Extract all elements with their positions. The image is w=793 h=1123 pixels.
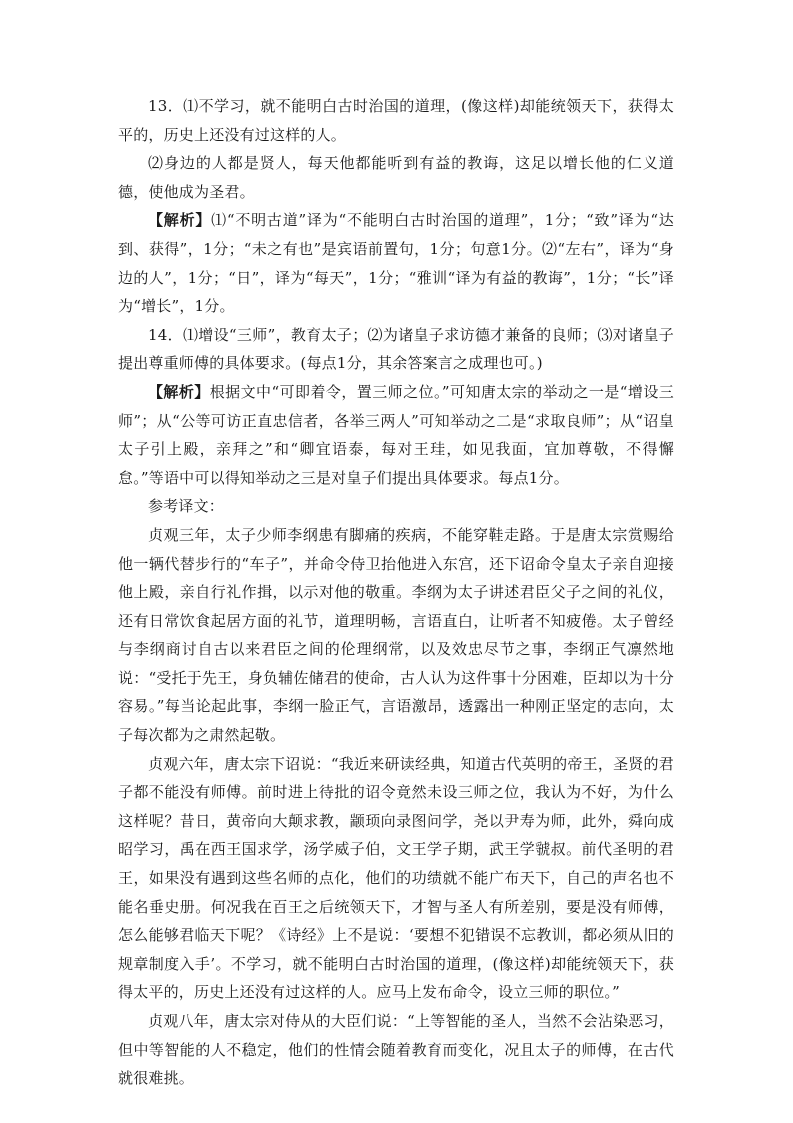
analysis-text: 根据文中“可即着令，置三师之位。”可知唐太宗的举动之一是“增设三师”；从“公等可访正直忠信者，各举三两人”可知举动之二是“求取良师”；从“诏皇太子引上殿，亲拜之”和“卿宜语泰，每对王珪，如见我面，宜加尊敬，不得懈怠。”等语中可以得知举动之三是对皇子们提出具体要求。每点1分。 <box>118 382 674 487</box>
analysis-text: ⑴“不明古道”译为“不能明白古时治国的道理”，1分；“致”译为“达到、获得”，1分；“未之有也”是宾语前置句，1分；句意1分。⑵“左右”，译为“身边的人”，1分；“日”，译为“每天”，1分；“雅训“译为有益的教诲”，1分；“长”译为“增长”，1分。 <box>118 211 674 316</box>
q14-answer: 14．⑴增设“三师”，教育太子；⑵为诸皇子求访德才兼备的良师；⑶对诸皇子提出尊重师傅的具体要求。(每点1分，其余答案言之成理也可。) <box>118 325 674 373</box>
translation-paragraph-3: 贞观八年，唐太宗对侍从的大臣们说：“上等智能的圣人，当然不会沾染恶习，但中等智能的人不稳定，他们的性情会随着教育而变化，况且太子的师傅，在古代就很难挑。 <box>118 1012 674 1088</box>
answer-key-body <box>118 92 674 1093</box>
analysis-tag: 【解析】 <box>148 382 210 401</box>
translation-heading: 参考译文： <box>148 497 225 516</box>
q14-analysis <box>118 378 674 492</box>
analysis-tag: 【解析】 <box>148 211 212 230</box>
translation-paragraph-2: 贞观六年，唐太宗下诏说：“我近来研读经典，知道古代英明的帝王，圣贤的君子都不能没有师傅。前时进上待批的诏令竟然未设三师之位，我认为不好，为什么这样呢？昔日，黄帝向大颠求教，颛顼向录图问学，尧以尹寿为师，此外，舜向成昭学习，禹在西王国求学，汤学威子伯，文王学子期，武王学虢叔。前代圣明的君王，如果没有遇到这些名师的点化，他们的功绩就不能广布天下，自己的声名也不能名垂史册。何况我在百王之后统领天下，才智与圣人有所差别，要是没有师傅，怎么能够君临天下呢？《诗经》上不是说：‘要想不犯错误不忘教训，都必须从旧的规章制度入手’。不学习，就不能明白古时治国的道理，(像这样)却能统领天下，获得太平的，历史上还没有过这样的人。应马上发布命令，设立三师的职位。” <box>118 754 674 1002</box>
q13-answer-2: ⑵身边的人都是贤人，每天他都能听到有益的教诲，这足以增长他的仁义道德，使他成为圣君。 <box>118 154 674 201</box>
q13-answer-1: 13．⑴不学习，就不能明白古时治国的道理，(像这样)却能统领天下，获得太平的，历史上还没有过这样的人。 <box>118 97 674 144</box>
q13-analysis <box>118 206 674 320</box>
translation-paragraph-1: 贞观三年，太子少师李纲患有脚痛的疾病，不能穿鞋走路。于是唐太宗赏赐给他一辆代替步行的“车子”，并命令侍卫抬他进入东宫，还下诏命令皇太子亲自迎接他上殿，亲自行礼作揖，以示对他的敬重。李纲为太子讲述君臣父子之间的礼仪，还有日常饮食起居方面的礼节，道理明畅，言语直白，让听者不知疲倦。太子曾经与李纲商讨自古以来君臣之间的伦理纲常，以及效忠尽节之事，李纲正气凛然地说：“受托于先王，身负辅佐储君的使命，古人认为这件事十分困难，臣却以为十分容易。”每当论起此事，李纲一脸正气，言语激昂，透露出一种刚正坚定的志向，太子每次都为之肃然起敬。 <box>118 525 674 745</box>
